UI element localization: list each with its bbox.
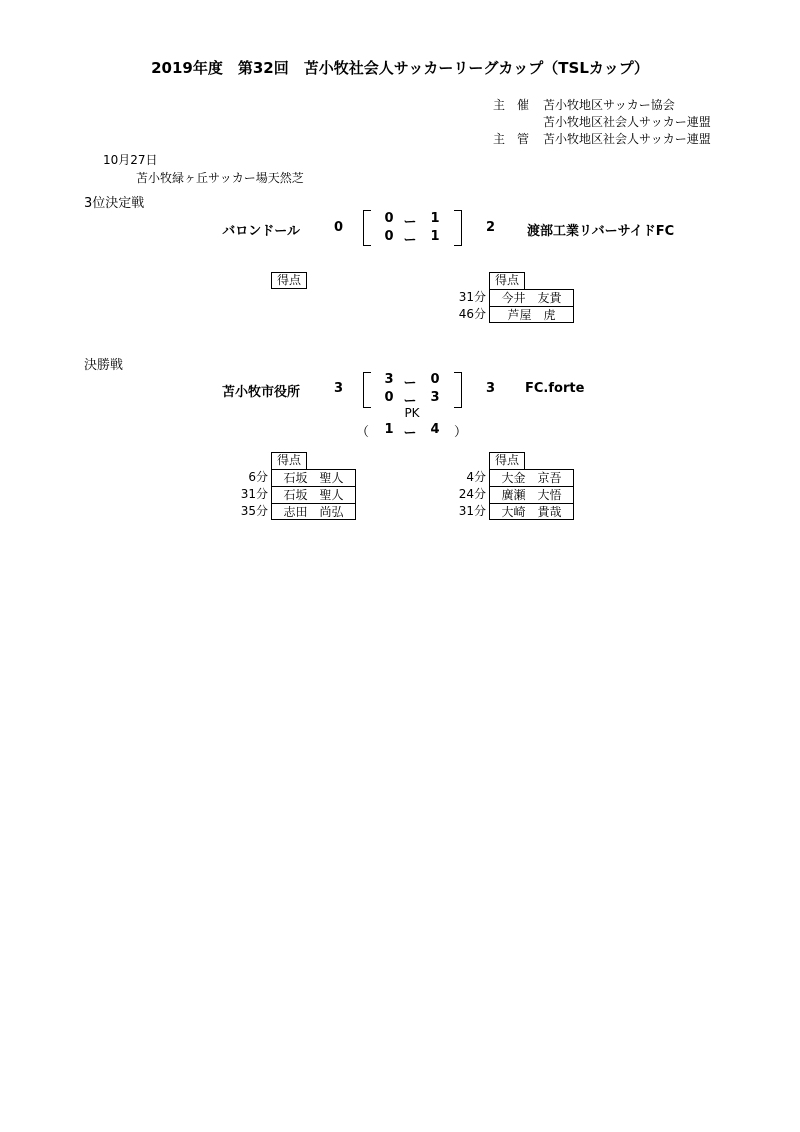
scorer-name: 志田 尚弘: [283, 505, 344, 519]
event-date: 10月27日: [103, 153, 158, 167]
third-place-heading: 3位決定戦: [84, 196, 145, 211]
table-row: [272, 487, 355, 504]
final-pk-away: 4: [430, 422, 440, 437]
scorer-minute: 35分: [240, 504, 268, 518]
third-place-away-scorers-table: [489, 289, 574, 323]
final-bracket-right: [454, 372, 462, 408]
final-pk-close: ）: [454, 425, 468, 440]
third-place-half2-dash: ー: [403, 233, 417, 248]
scorer-minute: 31分: [240, 487, 268, 501]
table-row: [490, 487, 573, 504]
final-away-scorers-label: 得点: [489, 452, 525, 469]
table-row: [490, 504, 573, 521]
third-place-half2-away: 1: [430, 229, 440, 244]
final-heading: 決勝戦: [84, 358, 124, 373]
scorer-name: 石坂 聖人: [283, 488, 344, 502]
final-pk-dash: ー: [403, 426, 417, 441]
third-place-bracket-left: [363, 210, 371, 246]
table-row: [490, 470, 573, 487]
scorer-minute: 46分: [458, 307, 486, 321]
final-half2-away: 3: [430, 390, 440, 405]
third-place-half1-home: 0: [384, 211, 394, 226]
scorer-name: 大金 京吾: [501, 471, 562, 485]
final-half2-home: 0: [384, 390, 394, 405]
final-pk-open: （: [356, 425, 370, 440]
scorer-name: 芦屋 虎: [507, 308, 556, 322]
organizer-name-manager: 苫小牧地区社会人サッカー連盟: [543, 132, 711, 146]
final-half1-away: 0: [430, 372, 440, 387]
third-place-half2-home: 0: [384, 229, 394, 244]
third-place-home-score: 0: [334, 220, 344, 235]
third-place-half1-away: 1: [430, 211, 440, 226]
scorer-minute: 4分: [466, 470, 486, 484]
organizer-name-host: 苫小牧地区サッカー協会: [543, 98, 675, 112]
third-place-bracket-right: [454, 210, 462, 246]
final-bracket-left: [363, 372, 371, 408]
organizer-role-host: 主 催: [493, 98, 530, 112]
final-away-team: FC.forte: [525, 381, 585, 396]
table-row: [272, 470, 355, 487]
scorer-minute: 6分: [248, 470, 268, 484]
organizer-name-cohost: 苫小牧地区社会人サッカー連盟: [543, 115, 711, 129]
final-pk-home: 1: [384, 422, 394, 437]
table-row: [490, 290, 573, 307]
final-home-score: 3: [334, 381, 344, 396]
final-away-score: 3: [486, 381, 496, 396]
scorer-name: 廣瀬 大悟: [501, 488, 562, 502]
scorer-minute: 31分: [458, 290, 486, 304]
third-place-home-scorers-label: 得点: [271, 272, 307, 289]
third-place-away-team: 渡部工業リバーサイドFC: [527, 224, 675, 239]
third-place-away-scorers-label: 得点: [489, 272, 525, 289]
table-row: [490, 307, 573, 324]
page-title: 2019年度 第32回 苫小牧社会人サッカーリーグカップ（TSLカップ）: [151, 59, 649, 77]
final-half1-home: 3: [384, 372, 394, 387]
scorer-minute: 24分: [458, 487, 486, 501]
final-home-scorers-table: [271, 469, 356, 520]
final-pk-label: PK: [404, 406, 420, 420]
scorer-minute: 31分: [458, 504, 486, 518]
third-place-home-team: バロンドール: [222, 224, 300, 239]
final-half2-dash: ー: [403, 394, 417, 409]
final-home-team: 苫小牧市役所: [221, 385, 300, 400]
final-away-scorers-table: [489, 469, 574, 520]
organizer-role-manager: 主 管: [493, 132, 530, 146]
final-home-scorers-label: 得点: [271, 452, 307, 469]
event-venue: 苫小牧緑ヶ丘サッカー場天然芝: [136, 171, 304, 185]
third-place-away-score: 2: [486, 220, 496, 235]
scorer-name: 石坂 聖人: [283, 471, 344, 485]
table-row: [272, 504, 355, 521]
scorer-name: 今井 友貴: [501, 291, 562, 305]
third-place-half1-dash: ー: [403, 215, 417, 230]
scorer-name: 大崎 貴哉: [501, 505, 562, 519]
final-half1-dash: ー: [403, 376, 417, 391]
